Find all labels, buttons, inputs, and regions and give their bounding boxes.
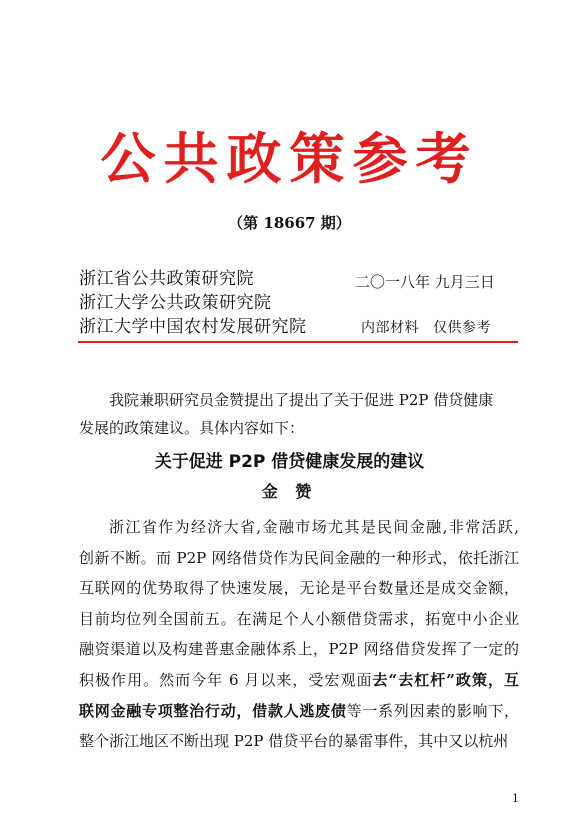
header-divider — [78, 341, 518, 343]
intro-line-2: 发展的政策建议。具体内容如下： — [79, 419, 305, 437]
article-author: 金 赞 — [261, 482, 318, 501]
body-line-2: 创新不断。而 P2P 网络借贷作为民间金融的一种形式，依托浙江 — [79, 548, 519, 567]
body-line-6 — [79, 665, 519, 696]
org-name-2: 浙江大学公共政策研究院 — [79, 293, 272, 313]
classification-internal: 内部材料 — [361, 320, 419, 336]
intro-line-1: 我院兼职研究员金赞提出了提出了关于促进 P2P 借贷健康 — [109, 391, 494, 409]
body-line-7-text: 等一系列因素的影响下， — [346, 701, 519, 720]
body-line-3: 互联网的优势取得了快速发展，无论是平台数量还是成交金额， — [79, 579, 519, 598]
page-number: 1 — [512, 792, 519, 805]
issue-date: 二〇一八年 九月三日 — [355, 273, 495, 291]
body-line-4: 目前均位列全国前五。在满足个人小额借贷需求，拓宽中小企业 — [79, 609, 519, 628]
body-line-8: 整个浙江地区不断出现 P2P 借贷平台的暴雷事件，其中又以杭州 — [79, 732, 509, 751]
body-line-5: 融资渠道以及构建普惠金融体系上，P2P 网络借贷发挥了一定的 — [79, 640, 519, 659]
body-line-6-text: 积极作用。然而今年 6 月以来，受宏观面 — [79, 670, 373, 689]
article-title: 关于促进 P2P 借贷健康发展的建议 — [154, 452, 425, 472]
body-line-1: 浙江省作为经济大省,金融市场尤其是民间金融,非常活跃, — [109, 518, 519, 536]
masthead-title: 公共政策参考 — [100, 126, 479, 191]
org-name-1: 浙江省公共政策研究院 — [79, 269, 254, 289]
intro-paragraph — [79, 386, 519, 442]
body-line-7-bold: 联网金融专项整治行动，借款人逃废债 — [79, 701, 347, 720]
body-line-7 — [79, 696, 519, 727]
org-name-3: 浙江大学中国农村发展研究院 — [79, 317, 307, 337]
article-body — [79, 512, 519, 757]
issue-number: （第 18667 期） — [228, 214, 351, 232]
classification-note — [361, 318, 491, 338]
body-line-6-bold: 去“去杠杆”政策，互 — [372, 670, 519, 689]
classification-reference: 仅供参考 — [433, 320, 491, 336]
